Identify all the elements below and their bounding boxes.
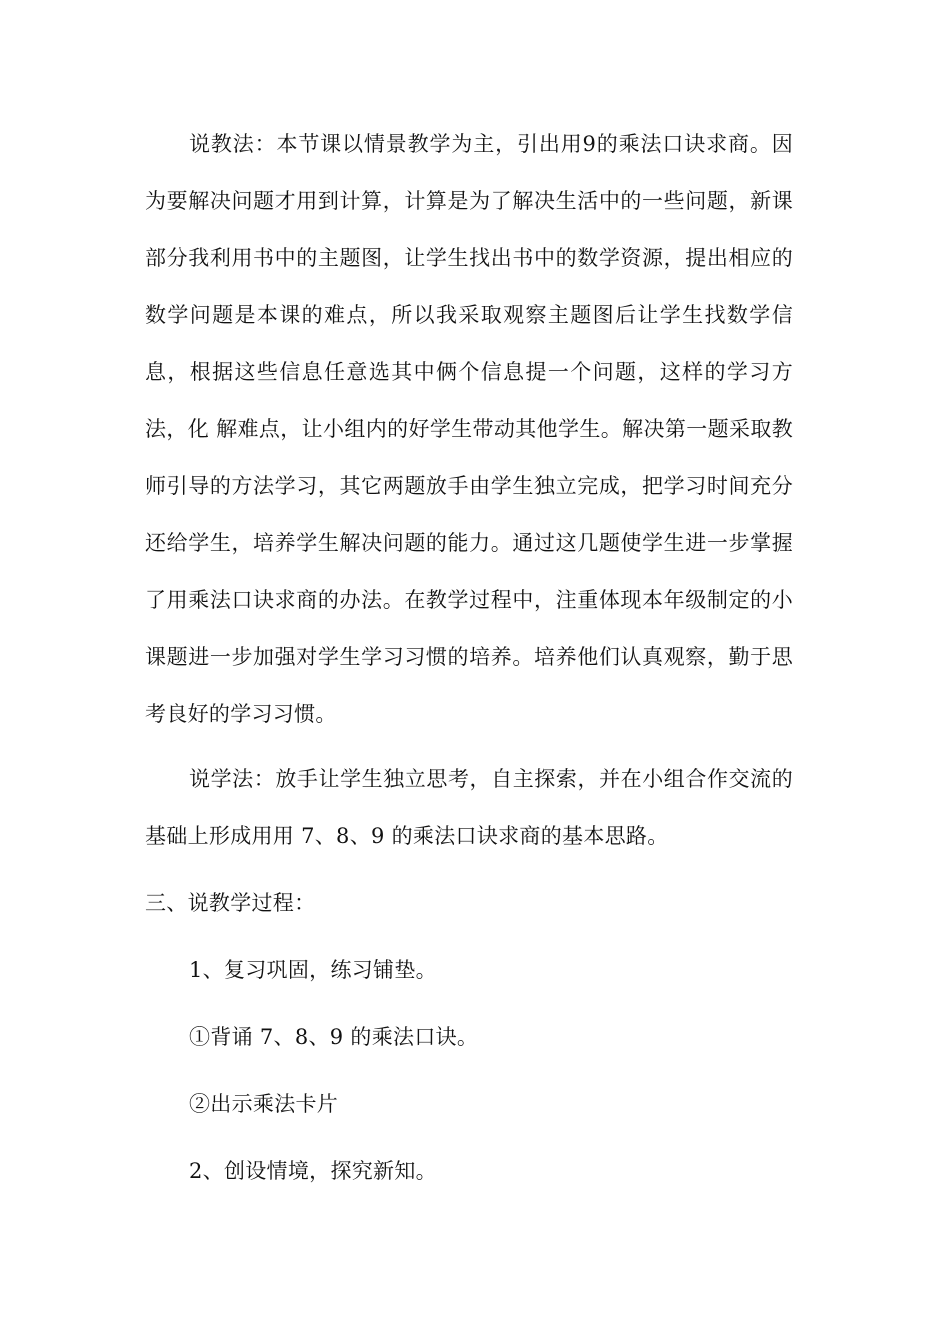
list-item-situation: 2、创设情境，探究新知。 bbox=[189, 1159, 437, 1183]
document-body bbox=[145, 116, 793, 1200]
paragraph-learning-method: 说学法：放手让学生独立思考，自主探索，并在小组合作交流的基础上形成用用 7、8、9 的乘法口诀求商的基本思路。 bbox=[145, 767, 793, 848]
list-item-cards: ②出示乘法卡片 bbox=[189, 1092, 339, 1116]
section-heading-teaching-process: 三、说教学过程： bbox=[145, 891, 316, 915]
paragraph-teaching-method: 说教法：本节课以情景教学为主，引出用9的乘法口诀求商。因为要解决问题才用到计算，计算是为了解决生活中的一些问题，新课部分我利用书中的主题图，让学生找出书中的数学资源，提出相应的数学问题是本课的难点，所以我采取观察主题图后让学生找数学信息，根据这些信息任意选其中俩个信息提一个问题，这样的学习方法，化 解难点，让小组内的好学生带动其他学生。解决第一题采取教师引导的方法学习，其它两题放手由学生独立完成，把学习时间充分还给学生，培养学生解决问题的能力。通过这几题使学生进一步掌握了用乘法口诀求商的办法。在教学过程中，注重体现本年级制定的小课题进一步加强对学生学习习惯的培养。培养他们认真观察，勤于思考良好的学习习惯。 bbox=[145, 132, 793, 726]
list-item-review: 1、复习巩固，练习铺垫。 bbox=[189, 958, 437, 982]
list-item-recite: ①背诵 7、8、9 的乘法口诀。 bbox=[189, 1025, 479, 1049]
